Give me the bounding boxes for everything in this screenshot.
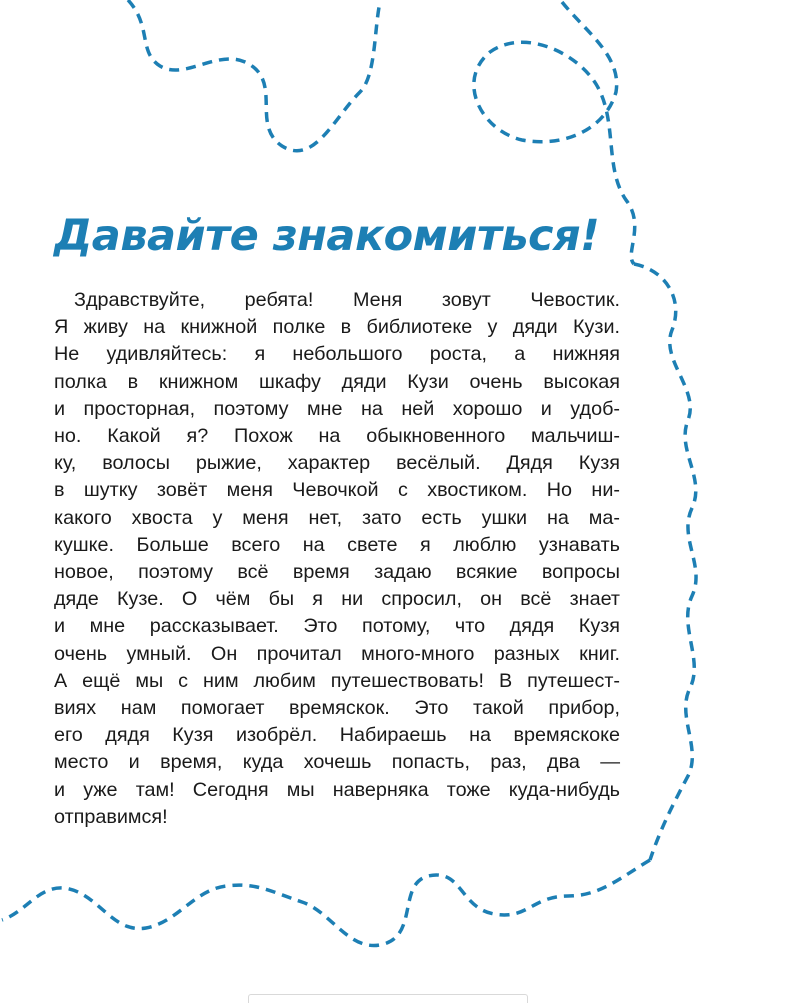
text-line: и мне рассказывает. Это потому, что дядя Кузя — [54, 615, 620, 638]
text-line: кушке. Больше всего на свете я люблю узнавать — [54, 533, 620, 556]
text-line: виях нам помогает времяскок. Это такой прибор, — [54, 697, 620, 720]
text-line: и уже там! Сегодня мы наверняка тоже куда-нибудь — [54, 778, 620, 801]
text-line: новое, поэтому всё время задаю всякие вопросы — [54, 561, 620, 584]
text-line: какого хвоста у меня нет, зато есть ушки на ма- — [54, 506, 620, 529]
page-title: Давайте знакомиться! — [54, 211, 600, 261]
text-line: его дядя Кузя изобрёл. Набираешь на времяскоке — [54, 724, 620, 747]
text-line: ку, волосы рыжие, характер весёлый. Дядя Кузя — [54, 452, 620, 475]
text-line: полка в книжном шкафу дяди Кузи очень высокая — [54, 370, 620, 393]
text-line: в шутку зовёт меня Чевочкой с хвостиком. Но ни- — [54, 479, 620, 502]
text-line: Не удивляйтесь: я небольшого роста, а нижняя — [54, 343, 620, 366]
text-line: дяде Кузе. О чём бы я ни спросил, он всё знает — [54, 588, 620, 611]
text-line: и просторная, поэтому мне на ней хорошо и удоб- — [54, 397, 620, 420]
page-bottom-tab — [248, 994, 528, 1003]
dashed-line-right-wave — [634, 264, 696, 860]
text-line: Я живу на книжной полке в библиотеке у дяди Кузи. — [54, 316, 620, 339]
text-line: отправимся! — [54, 805, 168, 828]
dashed-line-top-left — [128, 0, 380, 151]
text-line: А ещё мы с ним любим путешествовать! В путешест- — [54, 669, 620, 692]
dashed-line-bottom-wave — [2, 860, 650, 946]
text-line: Здравствуйте, ребята! Меня зовут Чевостик. — [74, 289, 620, 311]
text-line: очень умный. Он прочитал много-много разных книг. — [54, 642, 620, 665]
text-line: место и время, куда хочешь попасть, раз, два — — [54, 751, 620, 774]
text-line: но. Какой я? Похож на обыкновенного мальчиш- — [54, 425, 620, 448]
intro-text — [54, 287, 620, 831]
